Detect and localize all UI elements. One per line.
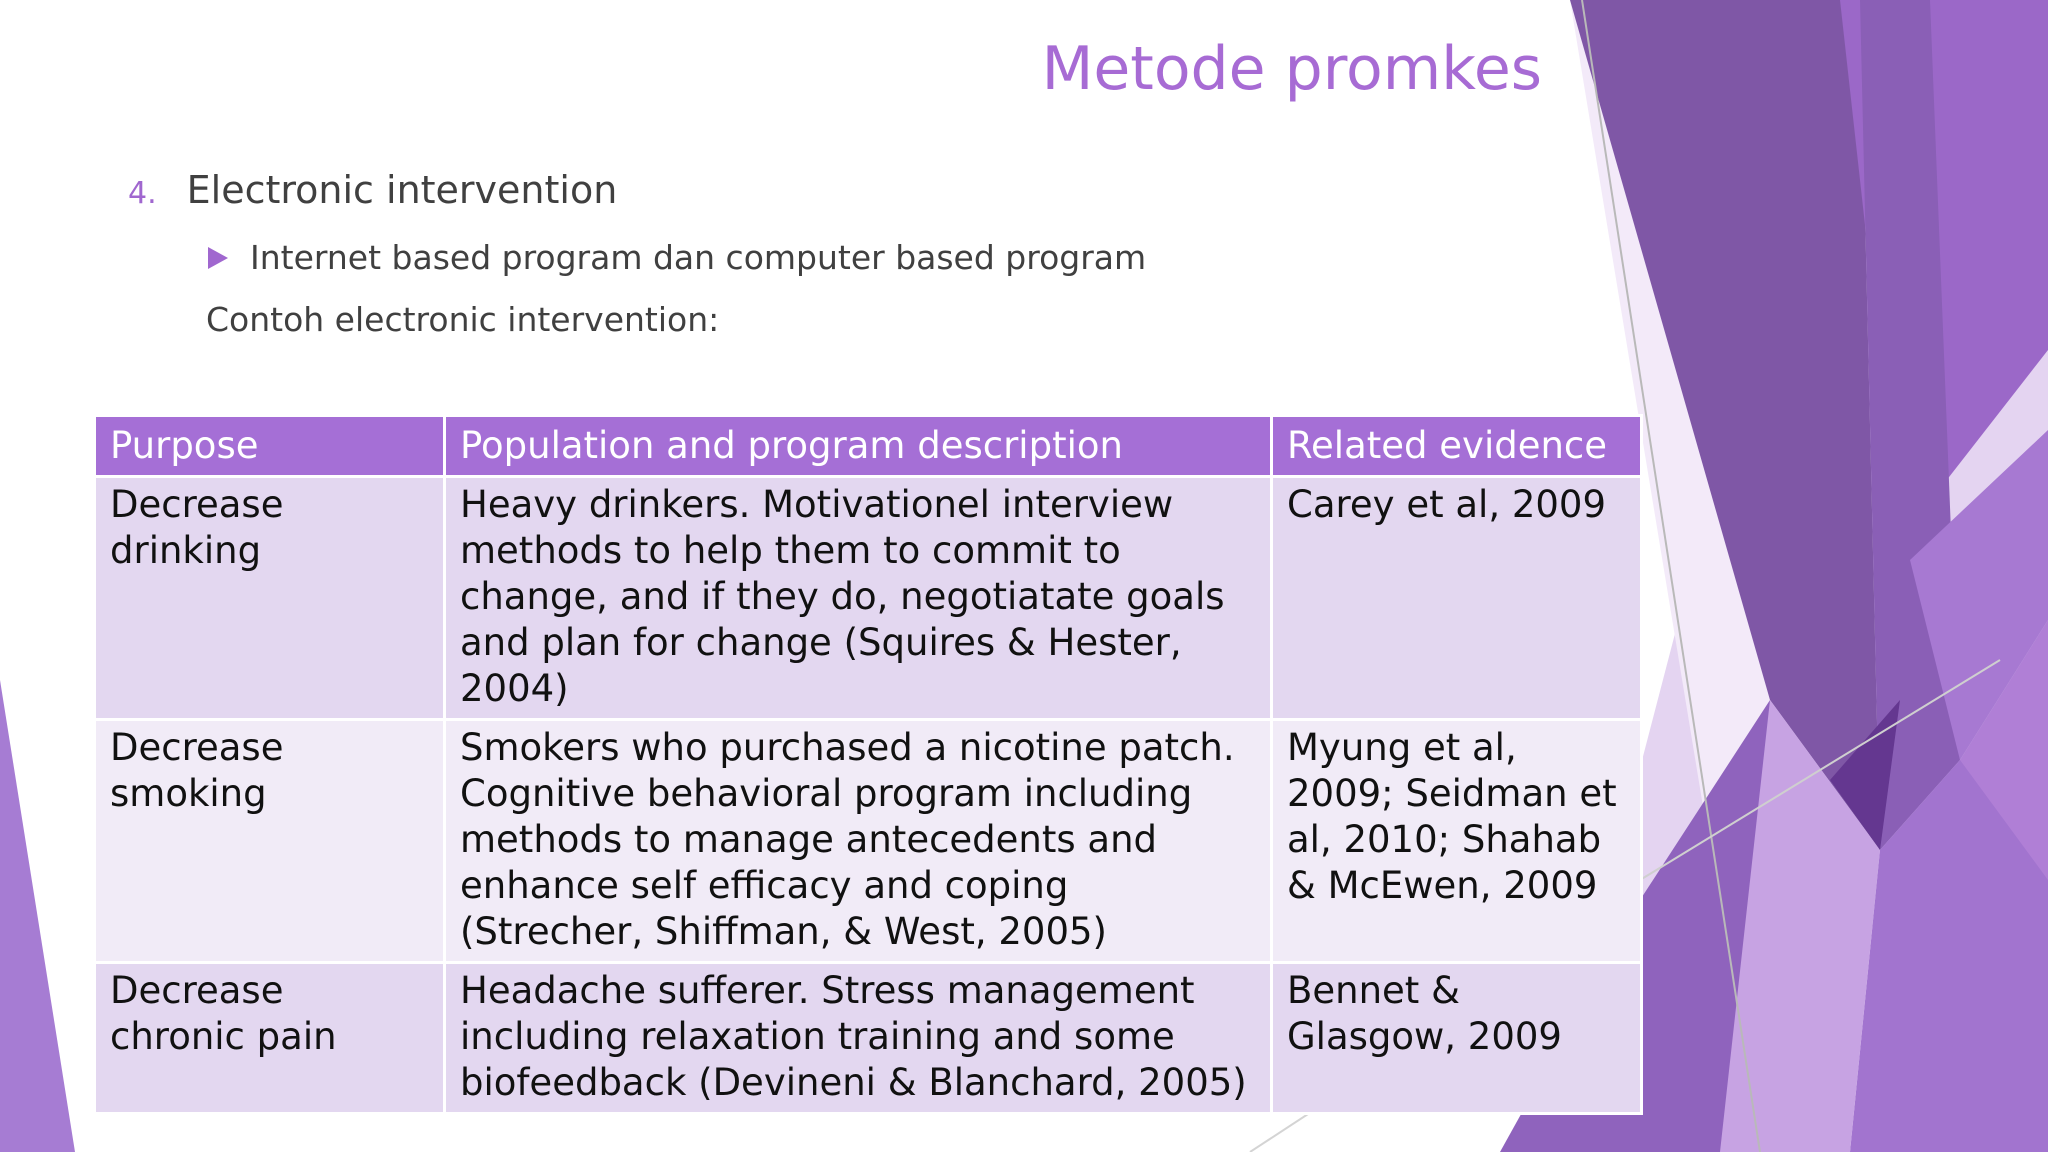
table-header-row — [95, 416, 1642, 477]
cell-description: Heavy drinkers. Motivationel interview methods to help them to commit to change, and if they do, negotiatate goals and plan for change (Squires & Hester, 2004) — [445, 477, 1272, 720]
header-purpose: Purpose — [95, 416, 445, 477]
table-row — [95, 720, 1642, 963]
cell-description: Smokers who purchased a nicotine patch. Cognitive behavioral program including methods to manage antecedents and enhance self efficacy and coping (Strecher, Shiffman, & West, 2005) — [445, 720, 1272, 963]
example-label: Contoh electronic intervention: — [206, 300, 720, 339]
bullet-item — [208, 238, 1146, 277]
table-row — [95, 477, 1642, 720]
header-evidence: Related evidence — [1272, 416, 1642, 477]
item-number: 4. — [128, 176, 157, 211]
table-row — [95, 963, 1642, 1114]
cell-evidence: Myung et al, 2009; Seidman et al, 2010; Shahab & McEwen, 2009 — [1272, 720, 1642, 963]
cell-evidence: Bennet & Glasgow, 2009 — [1272, 963, 1642, 1114]
slide-title: Metode promkes — [1041, 34, 1542, 104]
numbered-item — [128, 168, 617, 212]
cell-purpose: Decrease smoking — [95, 720, 445, 963]
cell-description: Headache sufferer. Stress management including relaxation training and some biofeedback (Devineni & Blanchard, 2005) — [445, 963, 1272, 1114]
triangle-right-icon — [208, 247, 228, 269]
cell-purpose: Decrease drinking — [95, 477, 445, 720]
cell-evidence: Carey et al, 2009 — [1272, 477, 1642, 720]
header-description: Population and program description — [445, 416, 1272, 477]
item-text: Electronic intervention — [186, 168, 618, 212]
bullet-text: Internet based program dan computer based program — [250, 238, 1147, 277]
cell-purpose: Decrease chronic pain — [95, 963, 445, 1114]
deco-facet — [0, 680, 75, 1152]
intervention-table — [93, 414, 1643, 1115]
